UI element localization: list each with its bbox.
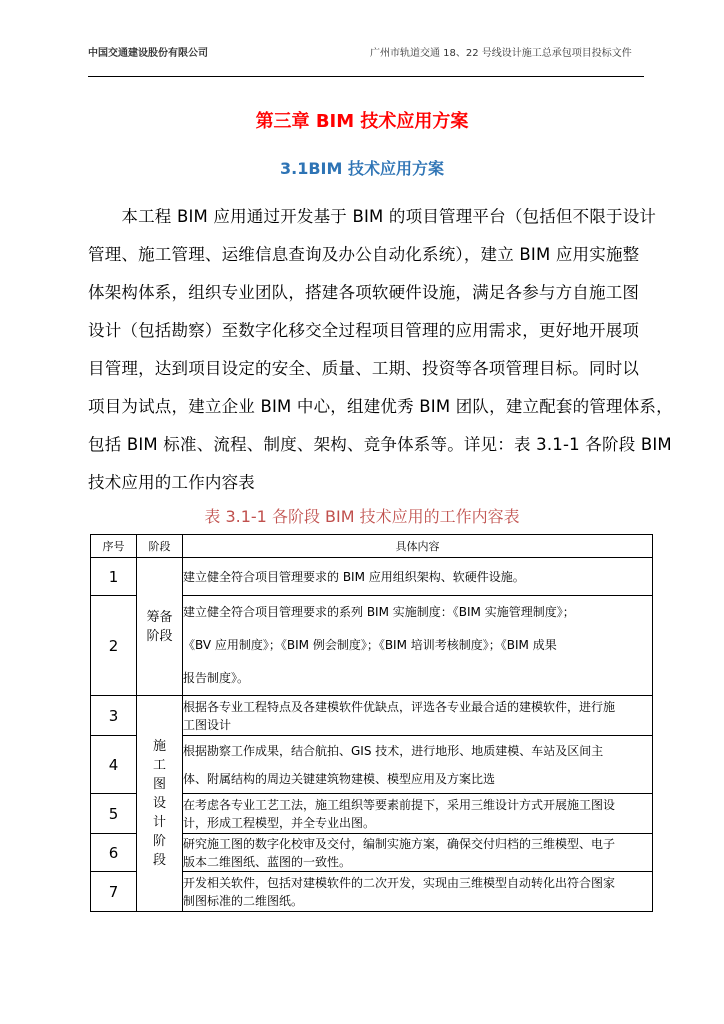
content-line: 体、附属结构的周边关键建筑物建模、模型应用及方案比选 — [183, 771, 496, 786]
row-content — [183, 872, 653, 912]
table-row — [91, 696, 653, 736]
stage-construction-design — [137, 696, 183, 912]
table-caption: 表 3.1-1 各阶段 BIM 技术应用的工作内容表 — [204, 507, 520, 526]
row-content — [183, 558, 653, 596]
row-number: 1 — [91, 558, 137, 596]
stage-label: 阶段 — [146, 628, 173, 644]
paragraph-line: 本工程 BIM 应用通过开发基于 BIM 的项目管理平台（包括但不限于设计 — [88, 207, 657, 226]
table-row — [91, 558, 653, 596]
content-line: 研究施工图的数字化校审及交付，编制实施方案，确保交付归档的三维模型、电子 — [183, 836, 616, 851]
content-line: 建立健全符合项目管理要求的 BIM 应用组织架构、软硬件设施。 — [183, 569, 525, 584]
header-stage: 阶段 — [137, 535, 183, 558]
stage-label: 筹备 — [146, 609, 173, 625]
stage-char: 施 — [152, 739, 166, 754]
chapter-title: 第三章 BIM 技术应用方案 — [255, 111, 469, 132]
row-number: 4 — [91, 736, 137, 794]
row-number: 6 — [91, 834, 137, 872]
header-no: 序号 — [91, 535, 137, 558]
content-line: 计，形成工程模型，并全专业出图。 — [183, 815, 376, 830]
row-content — [183, 794, 653, 834]
stage-char: 图 — [152, 777, 166, 792]
row-number: 3 — [91, 696, 137, 736]
row-content — [183, 834, 653, 872]
paragraph-line: 技术应用的工作内容表 — [88, 473, 255, 492]
stage-char: 工 — [152, 758, 166, 773]
header-content: 具体内容 — [183, 535, 653, 558]
content-line: 制图标准的二维图纸。 — [183, 893, 304, 908]
content-line: 根据勘察工作成果，结合航拍、GIS 技术，进行地形、地质建模、车站及区间主 — [183, 743, 604, 758]
stage-char: 段 — [152, 853, 166, 868]
content-line: 《BV 应用制度》；《BIM 例会制度》；《BIM 培训考核制度》；《BIM 成果 — [183, 638, 557, 652]
table-header-row — [91, 535, 653, 558]
paragraph-line: 项目为试点，建立企业 BIM 中心，组建优秀 BIM 团队，建立配套的管理体系， — [88, 397, 673, 416]
row-number: 7 — [91, 872, 137, 912]
section-title: 3.1BIM 技术应用方案 — [280, 159, 444, 178]
bim-work-table — [90, 534, 653, 912]
content-line: 工图设计 — [183, 717, 232, 732]
paragraph-line: 体架构体系，组织专业团队，搭建各项软硬件设施，满足各参与方自施工图 — [88, 283, 640, 302]
row-content — [183, 736, 653, 794]
header-rule — [88, 76, 644, 77]
content-line: 建立健全符合项目管理要求的系列 BIM 实施制度：《BIM 实施管理制度》； — [183, 605, 575, 619]
stage-char: 阶 — [152, 834, 166, 849]
content-line: 报告制度》。 — [183, 671, 250, 685]
header-doc-title: 广州市轨道交通 18、22 号线设计施工总承包项目投标文件 — [370, 48, 632, 59]
row-number: 5 — [91, 794, 137, 834]
body-paragraph — [88, 198, 673, 502]
stage-char: 计 — [152, 815, 166, 830]
content-line: 版本二维图纸、蓝图的一致性。 — [183, 854, 352, 869]
row-content — [183, 596, 653, 696]
content-line: 开发相关软件，包括对建模软件的二次开发，实现由三维模型自动转化出符合图家 — [183, 875, 616, 890]
paragraph-line: 包括 BIM 标准、流程、制度、架构、竞争体系等。详见：表 3.1-1 各阶段 BIM — [88, 435, 672, 454]
row-number: 2 — [91, 596, 137, 696]
content-line: 根据各专业工程特点及各建模软件优缺点，评选各专业最合适的建模软件，进行施 — [183, 699, 616, 714]
row-content — [183, 696, 653, 736]
paragraph-line: 管理、施工管理、运维信息查询及办公自动化系统），建立 BIM 应用实施整 — [88, 245, 640, 264]
stage-char: 设 — [152, 796, 166, 811]
paragraph-line: 目管理，达到项目设定的安全、质量、工期、投资等各项管理目标。同时以 — [88, 359, 640, 378]
stage-preparation — [137, 558, 183, 696]
paragraph-line: 设计（包括勘察）至数字化移交全过程项目管理的应用需求，更好地开展项 — [88, 321, 640, 340]
content-line: 在考虑各专业工艺工法，施工组织等要素前提下，采用三维设计方式开展施工图设 — [183, 797, 616, 812]
header-company: 中国交通建设股份有限公司 — [88, 48, 208, 59]
